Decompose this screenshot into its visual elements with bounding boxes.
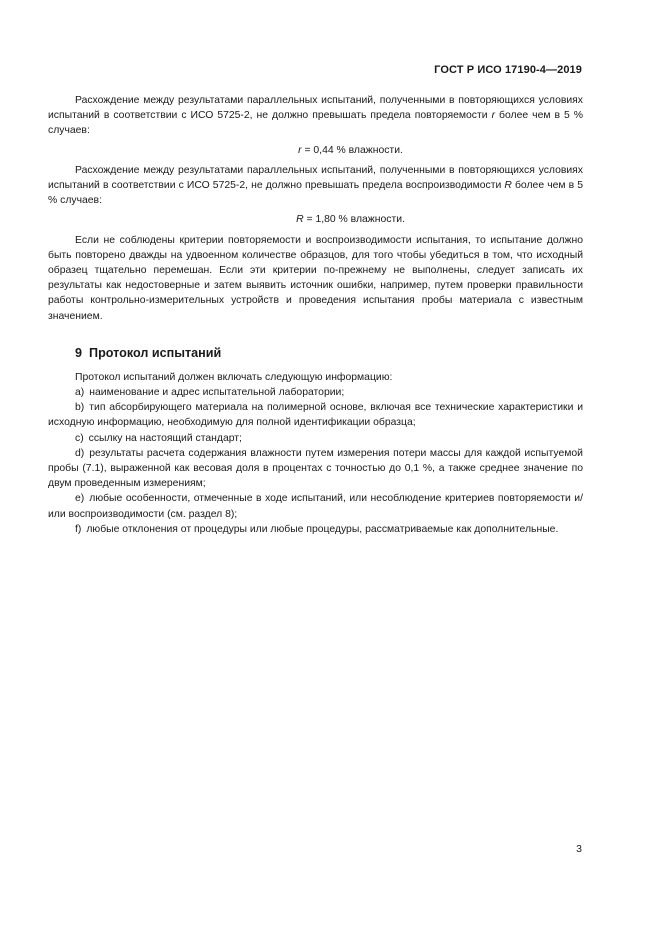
list-item <box>48 522 583 537</box>
reproducibility-symbol: R <box>504 180 512 192</box>
formula-r-symbol: r <box>298 144 302 156</box>
repeatability-tail: более чем в 5 % случаев: <box>48 110 584 137</box>
section-heading <box>75 345 583 361</box>
repeatability-symbol: r <box>491 110 496 122</box>
list-item-marker: b) <box>75 402 85 414</box>
reproducibility-formula <box>48 212 583 227</box>
list-item-marker: d) <box>75 447 85 459</box>
list-item-text: любые особенности, отмеченные в ходе испытаний, или несоблюдение критериев повторяемости и/или воспроизводимости (см. раздел 8); <box>48 493 583 520</box>
reproducibility-text: Расхождение между результатами параллельных испытаний, полученными в повторяющихся условиях испытаний в соответствии с ИСО 5725-2, не должно превышать предела воспроизводимости <box>48 164 583 192</box>
list-item-marker: c) <box>75 432 84 444</box>
list-item <box>48 446 583 492</box>
section-number: 9 <box>75 345 83 360</box>
list-item-text: любые отклонения от процедуры или любые процедуры, рассматриваемые как дополнительные. <box>86 523 559 535</box>
repeatability-paragraph <box>48 93 583 139</box>
list-item <box>48 385 583 400</box>
list-item-text: тип абсорбирующего материала на полимерной основе, включая все технические характеристики и исходную информацию, необходимую для полной идентификации образца; <box>48 402 583 429</box>
reproducibility-tail: более чем в 5 % случаев: <box>48 180 583 207</box>
repeatability-formula <box>48 143 583 158</box>
repeatability-text: Расхождение между результатами параллельных испытаний, полученными в повторяющихся условиях испытаний в соответствии с ИСО 5725-2, не должно превышать предела повторяемости <box>48 95 583 122</box>
page-body <box>48 93 583 537</box>
list-item-marker: e) <box>75 493 85 505</box>
formula-R-symbol: R <box>296 214 304 226</box>
list-item-marker: a) <box>75 387 85 399</box>
section-intro: Протокол испытаний должен включать следующую информацию: <box>75 371 393 383</box>
criteria-paragraph: Если не соблюдены критерии повторяемости и воспроизводимости испытания, то испытание должно быть повторено дважды на удвоенном количестве образцов, для того чтобы убедиться в том, что исходный образец тщательно перемешан. Если эти критерии по-прежнему не выполнены, следует записать их результаты как недостоверные и затем выявить источник ошибки, например, путем проверки правильности работы контрольно-измерительных устройств и проведения испытания пробы материала с известным значением. <box>48 234 583 322</box>
formula-r-value: = 0,44 % влажности. <box>304 144 403 156</box>
list-item-text: наименование и адрес испытательной лаборатории; <box>89 387 345 399</box>
document-header: ГОСТ Р ИСО 17190-4—2019 <box>434 64 582 76</box>
list-item-marker: f) <box>75 523 82 535</box>
reproducibility-paragraph <box>48 163 583 209</box>
list-item <box>48 400 583 430</box>
list-item <box>48 491 583 521</box>
formula-R-value: = 1,80 % влажности. <box>306 214 405 226</box>
page-number: 3 <box>576 843 582 855</box>
section-title: Протокол испытаний <box>89 345 222 360</box>
list-item-text: результаты расчета содержания влажности путем измерения потери массы для каждой испытуемой пробы (7.1), выраженной как весовая доля в процентах с точностью до 0,1 %, а также среднее значение по двум проведенным измерениям; <box>48 447 583 490</box>
list-item-text: ссылку на настоящий стандарт; <box>88 432 242 444</box>
list-item <box>48 431 583 446</box>
